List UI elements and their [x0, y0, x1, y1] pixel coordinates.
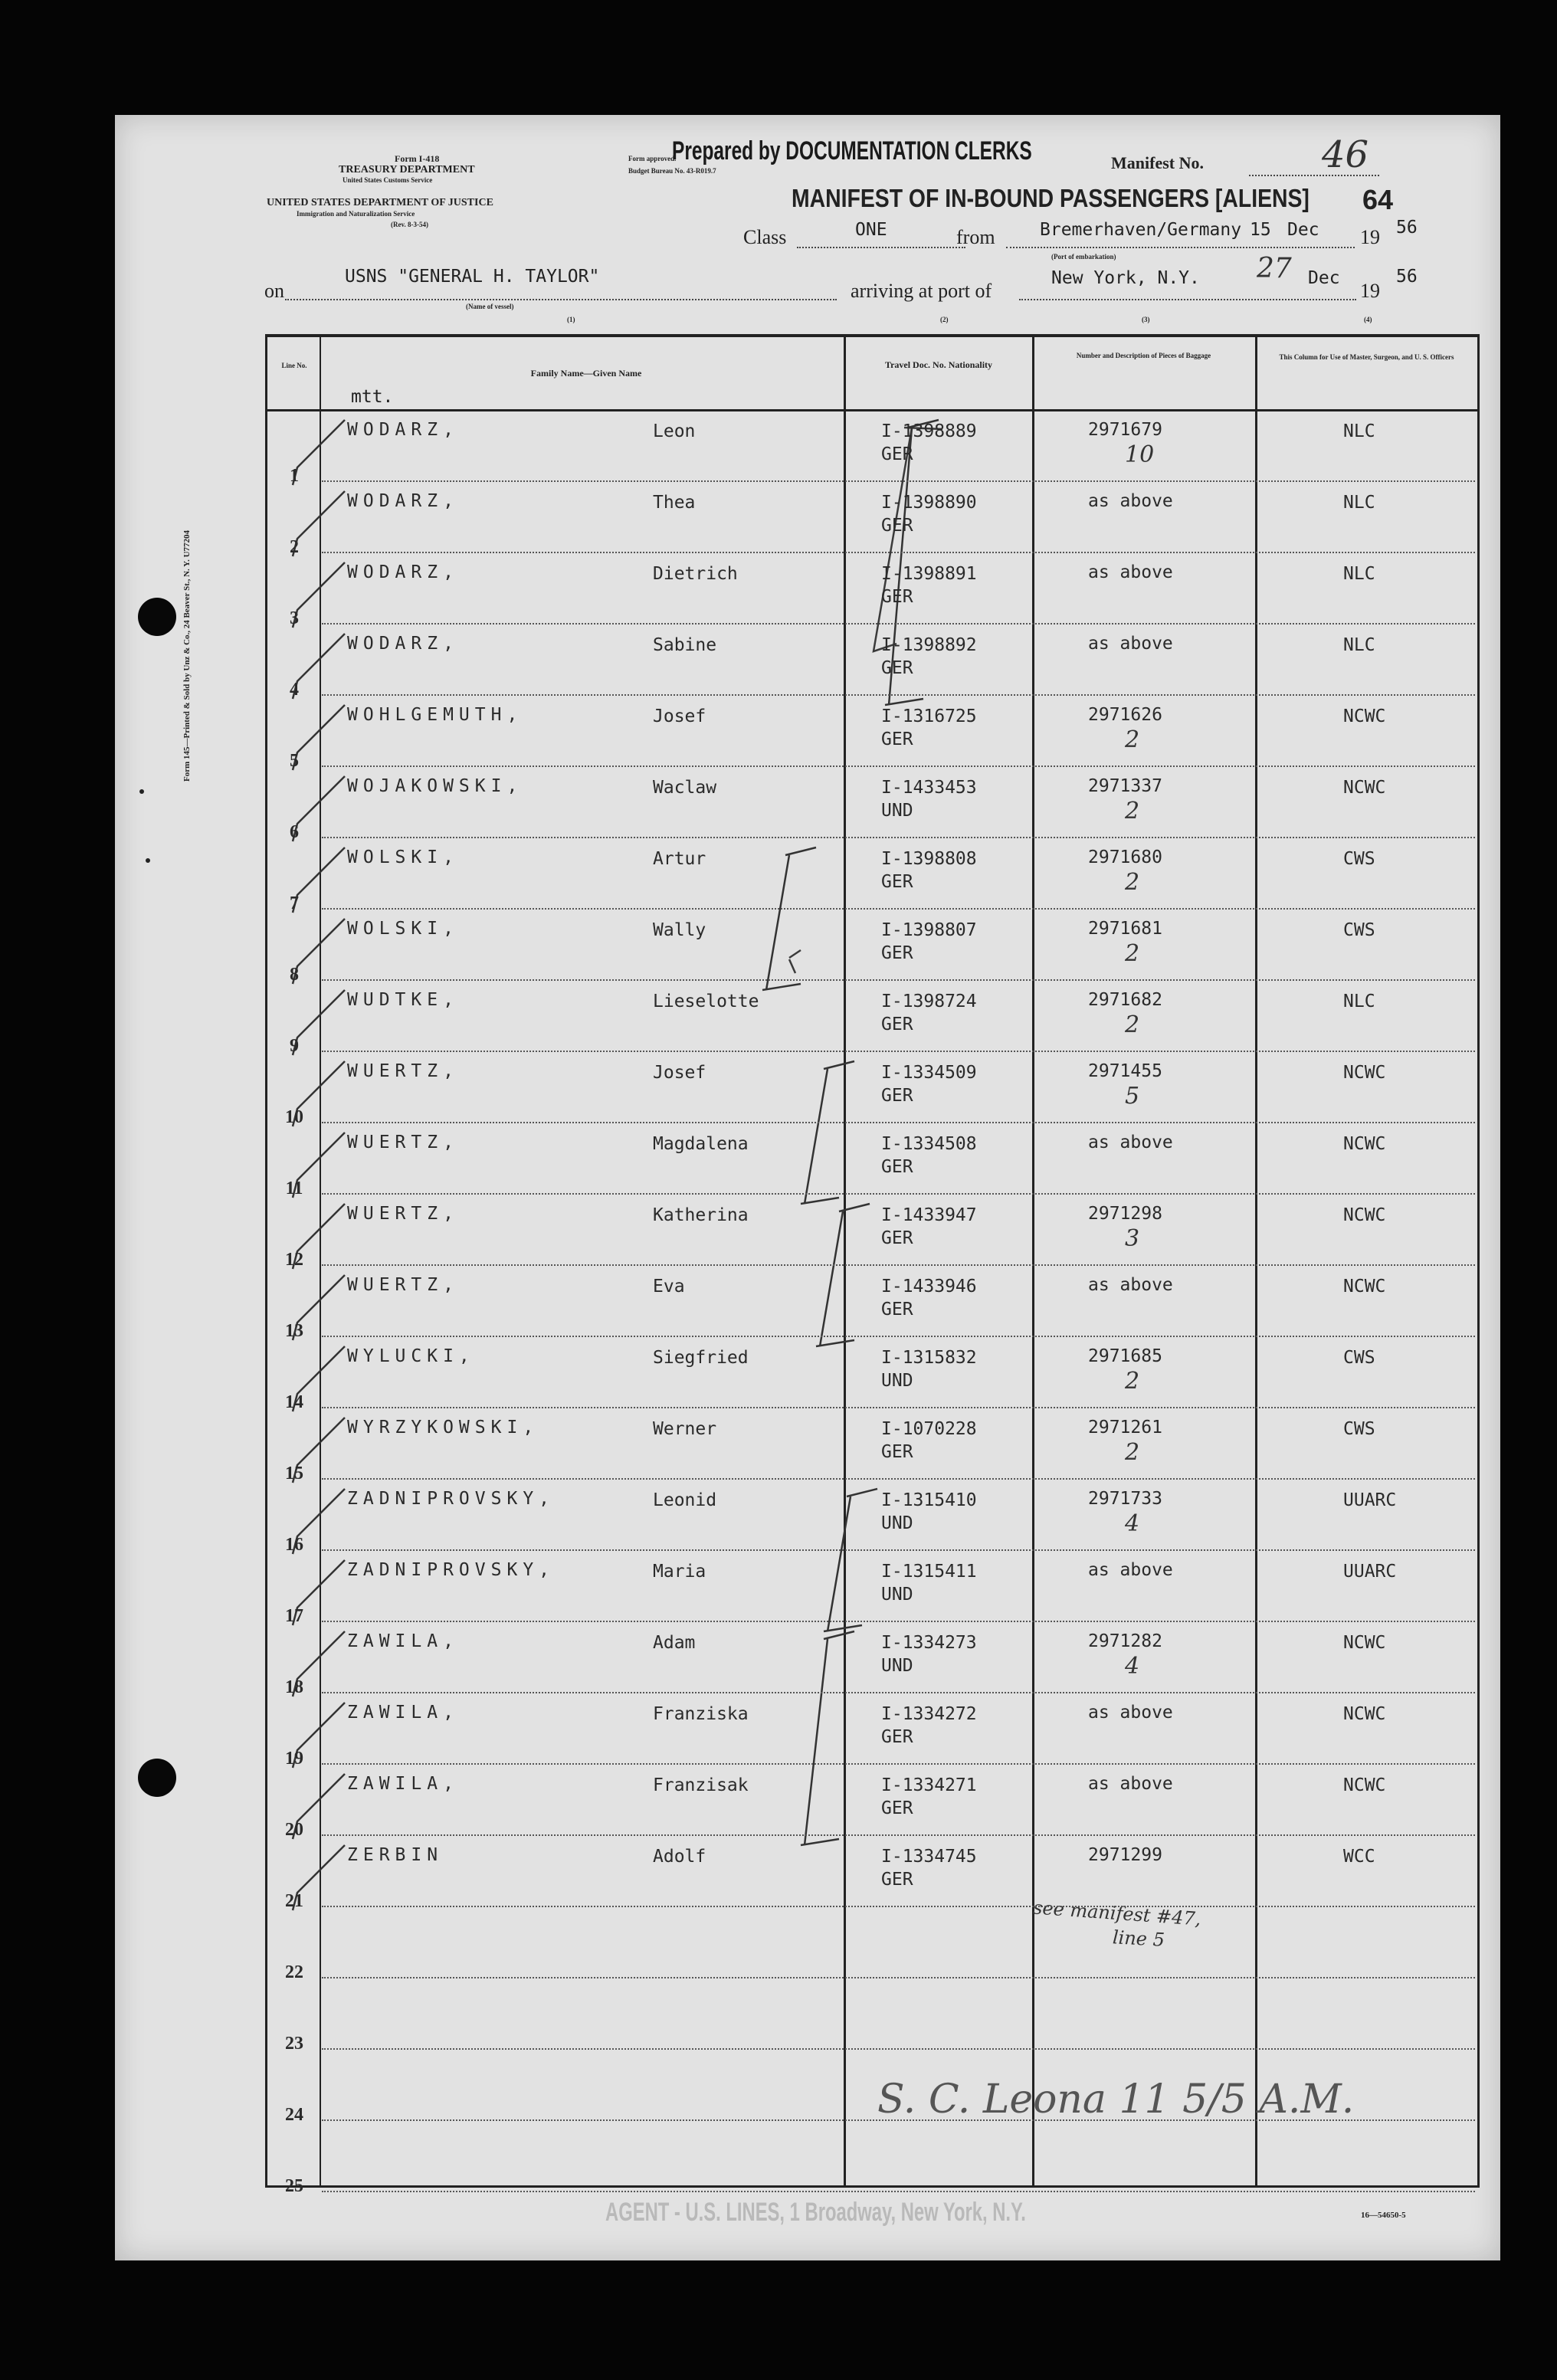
- baggage-description: 2971685: [1088, 1346, 1162, 1366]
- nationality: GER: [881, 1157, 913, 1177]
- row-separator: [322, 552, 1475, 553]
- nationality: GER: [881, 1300, 913, 1319]
- travel-doc-number: I-1398892: [881, 635, 977, 655]
- row-separator: [322, 837, 1475, 838]
- family-name: WUERTZ,: [347, 1061, 459, 1081]
- line-number: 6: [290, 822, 299, 842]
- given-name: Werner: [653, 1419, 717, 1439]
- given-name: Waclaw: [653, 778, 717, 798]
- port-embarkation-label: (Port of embarkation): [1051, 253, 1116, 261]
- line-number: 7: [290, 893, 299, 913]
- travel-doc-number: I-1398808: [881, 849, 977, 869]
- travel-doc-number: I-1334272: [881, 1704, 977, 1724]
- travel-doc-number: I-1334273: [881, 1633, 977, 1653]
- baggage-description: 2971299: [1088, 1845, 1162, 1865]
- row-separator: [322, 1906, 1475, 1907]
- baggage-count-hand: 4: [1125, 1653, 1140, 1680]
- officer-column: CWS: [1343, 920, 1375, 940]
- dept-justice: UNITED STATES DEPARTMENT OF JUSTICE: [267, 197, 493, 208]
- group-bracket: [816, 1204, 870, 1346]
- row-separator: [322, 1478, 1475, 1480]
- given-name: Magdalena: [653, 1134, 749, 1154]
- family-name: WODARZ,: [347, 420, 459, 440]
- group-bracket: [801, 1631, 854, 1845]
- family-name: WUERTZ,: [347, 1204, 459, 1224]
- officer-column: NCWC: [1343, 1277, 1386, 1297]
- row-separator: [322, 1763, 1475, 1765]
- family-name: WOLSKI,: [347, 919, 459, 939]
- given-name: Josef: [653, 706, 706, 726]
- given-name: Wally: [653, 920, 706, 940]
- officer-column: NCWC: [1343, 778, 1386, 798]
- officer-signature: S. C. Leona 11 5/5 A.M.: [877, 2077, 1355, 2123]
- travel-doc-number: I-1316725: [881, 706, 977, 726]
- family-name: WYRZYKOWSKI,: [347, 1418, 539, 1438]
- line-number: 16: [285, 1535, 303, 1555]
- nationality: UND: [881, 1513, 913, 1533]
- from-label: from: [956, 226, 995, 248]
- travel-doc-number: I-1334508: [881, 1134, 977, 1154]
- nationality: UND: [881, 1656, 913, 1676]
- nationality: GER: [881, 1015, 913, 1034]
- nationality: GER: [881, 1442, 913, 1462]
- given-name: Artur: [653, 849, 706, 869]
- vessel-name-label: (Name of vessel): [466, 303, 514, 310]
- baggage-count-hand: 2: [1125, 1368, 1140, 1395]
- baggage-count-hand: 2: [1125, 798, 1140, 824]
- travel-doc-number: I-1315832: [881, 1348, 977, 1368]
- nationality: UND: [881, 1585, 913, 1605]
- budget-bureau: Budget Bureau No. 43-R019.7: [628, 167, 716, 175]
- baggage-description: 2971682: [1088, 990, 1162, 1010]
- travel-doc-number: I-1334509: [881, 1063, 977, 1083]
- nationality: GER: [881, 516, 913, 536]
- arrival-port: New York, N.Y.: [1051, 268, 1200, 288]
- officer-column: WCC: [1343, 1847, 1375, 1867]
- header-family-name: Family Name—Given Name: [530, 368, 642, 379]
- row-separator: [322, 694, 1475, 696]
- line-number: 15: [285, 1464, 303, 1483]
- officer-column: NCWC: [1343, 1063, 1386, 1083]
- travel-doc-number: I-1315410: [881, 1490, 977, 1510]
- row-separator: [322, 1051, 1475, 1052]
- given-name: Dietrich: [653, 564, 738, 584]
- family-name: WUDTKE,: [347, 990, 459, 1010]
- line-number: 21: [285, 1891, 303, 1911]
- col-num-1: (1): [567, 316, 575, 323]
- travel-doc-number: I-1398891: [881, 564, 977, 584]
- given-name: Lieselotte: [653, 992, 759, 1011]
- manifest-no-hand: 46: [1322, 133, 1369, 176]
- given-name: Adolf: [653, 1847, 706, 1867]
- row-separator: [322, 765, 1475, 767]
- class-value: ONE: [855, 220, 887, 240]
- given-name: Franziska: [653, 1704, 749, 1724]
- row-separator: [322, 1264, 1475, 1266]
- officer-column: NCWC: [1343, 1633, 1386, 1653]
- baggage-description: as above: [1088, 1774, 1173, 1794]
- given-name: Eva: [653, 1277, 685, 1297]
- row-separator: [322, 1549, 1475, 1551]
- nationality: GER: [881, 587, 913, 607]
- baggage-count-hand: 5: [1125, 1083, 1140, 1110]
- col-num-3: (3): [1142, 316, 1150, 323]
- family-name: WUERTZ,: [347, 1133, 459, 1152]
- baggage-count-hand: 4: [1125, 1510, 1140, 1537]
- travel-doc-number: I-1070228: [881, 1419, 977, 1439]
- arriving-label: arriving at port of: [851, 280, 992, 302]
- given-name: Franzisak: [653, 1775, 749, 1795]
- travel-doc-number: I-1398890: [881, 493, 977, 513]
- nationality: GER: [881, 1870, 913, 1890]
- col-num-2: (2): [940, 316, 949, 323]
- travel-doc-number: I-1433947: [881, 1205, 977, 1225]
- side-printer-note: Form 145—Printed & Sold by Unz & Co., 24 Beaver St., N. Y. U77204: [182, 529, 192, 782]
- nationality: GER: [881, 943, 913, 963]
- line-number: 13: [285, 1321, 303, 1341]
- travel-doc-number: I-1334745: [881, 1847, 977, 1867]
- given-name: Leonid: [653, 1490, 717, 1510]
- prepared-stamp: Prepared by DOCUMENTATION CLERKS: [672, 136, 1032, 166]
- arrival-day-hand: 27: [1257, 253, 1292, 284]
- baggage-description: as above: [1088, 1703, 1173, 1723]
- officer-column: UUARC: [1343, 1562, 1397, 1582]
- row-separator: [322, 2048, 1475, 2050]
- row-separator: [322, 2191, 1475, 2192]
- nationality: GER: [881, 1798, 913, 1818]
- line-number: 3: [290, 608, 299, 628]
- line-number: 1: [290, 466, 299, 486]
- departure-year-prefix: 19: [1360, 226, 1380, 248]
- row-separator: [322, 1193, 1475, 1195]
- baggage-count-hand: 10: [1125, 441, 1155, 468]
- line-number: 25: [285, 2176, 303, 2196]
- baggage-description: as above: [1088, 562, 1173, 582]
- header-officers: This Column for Use of Master, Surgeon, and U. S. Officers: [1279, 353, 1454, 361]
- line-number: 5: [290, 751, 299, 771]
- baggage-description: 2971337: [1088, 776, 1162, 796]
- arrival-month: Dec: [1308, 268, 1340, 288]
- from-value: Bremerhaven/Germany: [1040, 220, 1242, 240]
- given-name: Maria: [653, 1562, 706, 1582]
- family-name: ZERBIN: [347, 1845, 444, 1865]
- line-number: 17: [285, 1606, 303, 1626]
- travel-doc-number: I-1398807: [881, 920, 977, 940]
- officer-column: NLC: [1343, 421, 1375, 441]
- baggage-description: 2971733: [1088, 1489, 1162, 1509]
- row-separator: [322, 1834, 1475, 1836]
- officer-column: CWS: [1343, 849, 1375, 869]
- mtt-note: mtt.: [351, 387, 394, 407]
- baggage-count-hand: 2: [1125, 1011, 1140, 1038]
- officer-column: CWS: [1343, 1348, 1375, 1368]
- travel-doc-number: I-1433946: [881, 1277, 977, 1297]
- line-number: 12: [285, 1250, 303, 1270]
- baggage-count-hand: 2: [1125, 1439, 1140, 1466]
- baggage-description: 2971298: [1088, 1204, 1162, 1224]
- family-name: WYLUCKI,: [347, 1346, 475, 1366]
- family-name: WOHLGEMUTH,: [347, 705, 523, 725]
- row-separator: [322, 979, 1475, 981]
- baggage-description: as above: [1088, 1133, 1173, 1152]
- manifest-title: MANIFEST OF IN-BOUND PASSENGERS [ALIENS]: [792, 184, 1310, 212]
- form-approved: Form approved.: [628, 155, 677, 162]
- arrival-year-prefix: 19: [1360, 280, 1380, 302]
- row-separator: [322, 2119, 1475, 2121]
- line-number: 23: [285, 2034, 303, 2054]
- nationality: GER: [881, 1727, 913, 1747]
- nationality: UND: [881, 801, 913, 821]
- header-line-no: Line No.: [281, 362, 307, 369]
- nationality: GER: [881, 872, 913, 892]
- form-number: Form I-418: [395, 153, 440, 164]
- row-separator: [322, 1336, 1475, 1337]
- nationality: GER: [881, 729, 913, 749]
- officer-column: NLC: [1343, 564, 1375, 584]
- line-number: 24: [285, 2105, 303, 2125]
- col-num-4: (4): [1364, 316, 1372, 323]
- given-name: Siegfried: [653, 1348, 749, 1368]
- dept-immigration: Immigration and Naturalization Service: [297, 210, 415, 218]
- travel-doc-number: I-1398889: [881, 421, 977, 441]
- officer-column: NCWC: [1343, 706, 1386, 726]
- given-name: Leon: [653, 421, 696, 441]
- given-name: Katherina: [653, 1205, 749, 1225]
- line-number: 10: [285, 1107, 303, 1127]
- given-name: Josef: [653, 1063, 706, 1083]
- row-separator: [322, 1122, 1475, 1123]
- family-name: ZADNIPROVSKY,: [347, 1560, 556, 1580]
- arrival-year: 56: [1396, 267, 1418, 287]
- baggage-count-hand: 3: [1125, 1225, 1140, 1252]
- baggage-count-hand: 2: [1125, 940, 1140, 967]
- officer-column: NLC: [1343, 493, 1375, 513]
- officer-column: NCWC: [1343, 1704, 1386, 1724]
- travel-doc-number: I-1334271: [881, 1775, 977, 1795]
- officer-column: NCWC: [1343, 1205, 1386, 1225]
- line-number: 8: [290, 965, 299, 985]
- given-name: Thea: [653, 493, 696, 513]
- travel-doc-number: I-1315411: [881, 1562, 977, 1582]
- officer-column: NCWC: [1343, 1134, 1386, 1154]
- check-marks: [115, 115, 1500, 2260]
- baggage-description: 2971261: [1088, 1418, 1162, 1438]
- manifest-page: [115, 115, 1500, 2260]
- departure-year: 56: [1396, 218, 1418, 238]
- baggage-description: as above: [1088, 1275, 1173, 1295]
- vessel-name: USNS "GENERAL H. TAYLOR": [345, 267, 600, 287]
- family-name: ZADNIPROVSKY,: [347, 1489, 556, 1509]
- row-separator: [322, 908, 1475, 910]
- line-number: 14: [285, 1392, 303, 1412]
- see-manifest-line-note: line 5: [1112, 1926, 1165, 1951]
- manifest-no-label: Manifest No.: [1111, 153, 1204, 172]
- baggage-count-hand: 2: [1125, 726, 1140, 753]
- on-label: on: [264, 280, 284, 302]
- line-number: 9: [290, 1036, 299, 1056]
- header-travel-doc: Travel Doc. No. Nationality: [884, 359, 993, 370]
- line-number: 20: [285, 1820, 303, 1840]
- line-number: 18: [285, 1677, 303, 1697]
- officer-column: NLC: [1343, 635, 1375, 655]
- family-name: ZAWILA,: [347, 1631, 459, 1651]
- row-separator: [322, 480, 1475, 482]
- baggage-description: 2971282: [1088, 1631, 1162, 1651]
- dept-customs: United States Customs Service: [343, 176, 433, 184]
- line-number: 22: [285, 1962, 303, 1982]
- given-name: Adam: [653, 1633, 696, 1653]
- travel-doc-number: I-1433453: [881, 778, 977, 798]
- family-name: WODARZ,: [347, 634, 459, 654]
- line-number: 11: [285, 1179, 303, 1198]
- family-name: ZAWILA,: [347, 1703, 459, 1723]
- page-number: 64: [1362, 184, 1394, 215]
- departure-day: 15: [1250, 220, 1271, 240]
- family-name: ZAWILA,: [347, 1774, 459, 1794]
- baggage-description: 2971626: [1088, 705, 1162, 725]
- given-name: Sabine: [653, 635, 717, 655]
- officer-column: NLC: [1343, 992, 1375, 1011]
- print-code: 16—54650-5: [1361, 2211, 1406, 2220]
- see-manifest-note: see manifest #47,: [1032, 1896, 1202, 1930]
- row-separator: [322, 623, 1475, 625]
- baggage-count-hand: 2: [1125, 869, 1140, 896]
- family-name: WOLSKI,: [347, 847, 459, 867]
- nationality: GER: [881, 444, 913, 464]
- nationality: UND: [881, 1371, 913, 1391]
- row-separator: [322, 1692, 1475, 1693]
- line-number: 2: [290, 537, 299, 557]
- baggage-description: 2971681: [1088, 919, 1162, 939]
- travel-doc-number: I-1398724: [881, 992, 977, 1011]
- family-name: WUERTZ,: [347, 1275, 459, 1295]
- group-bracket: [762, 847, 816, 990]
- baggage-description: 2971455: [1088, 1061, 1162, 1081]
- nationality: GER: [881, 1228, 913, 1248]
- row-separator: [322, 1977, 1475, 1978]
- family-name: WOJAKOWSKI,: [347, 776, 523, 796]
- officer-column: CWS: [1343, 1419, 1375, 1439]
- baggage-description: as above: [1088, 634, 1173, 654]
- group-bracket: [801, 1061, 854, 1204]
- baggage-description: 2971679: [1088, 420, 1162, 440]
- baggage-description: 2971680: [1088, 847, 1162, 867]
- row-separator: [322, 1407, 1475, 1408]
- class-label: Class: [743, 226, 787, 248]
- family-name: WODARZ,: [347, 562, 459, 582]
- nationality: GER: [881, 1086, 913, 1106]
- nationality: GER: [881, 658, 913, 678]
- officer-column: NCWC: [1343, 1775, 1386, 1795]
- agent-stamp: AGENT - U.S. LINES, 1 Broadway, New York, N.Y.: [605, 2198, 1026, 2227]
- line-number: 19: [285, 1749, 303, 1769]
- family-name: WODARZ,: [347, 491, 459, 511]
- row-separator: [322, 1621, 1475, 1622]
- form-revision: (Rev. 8-3-54): [391, 221, 428, 228]
- line-number: 4: [290, 680, 299, 700]
- baggage-description: as above: [1088, 491, 1173, 511]
- baggage-description: as above: [1088, 1560, 1173, 1580]
- dept-treasury: TREASURY DEPARTMENT: [339, 164, 475, 175]
- group-bracket: [824, 1489, 877, 1631]
- header-baggage: Number and Description of Pieces of Baggage: [1076, 352, 1211, 359]
- departure-month: Dec: [1287, 220, 1319, 240]
- officer-column: UUARC: [1343, 1490, 1397, 1510]
